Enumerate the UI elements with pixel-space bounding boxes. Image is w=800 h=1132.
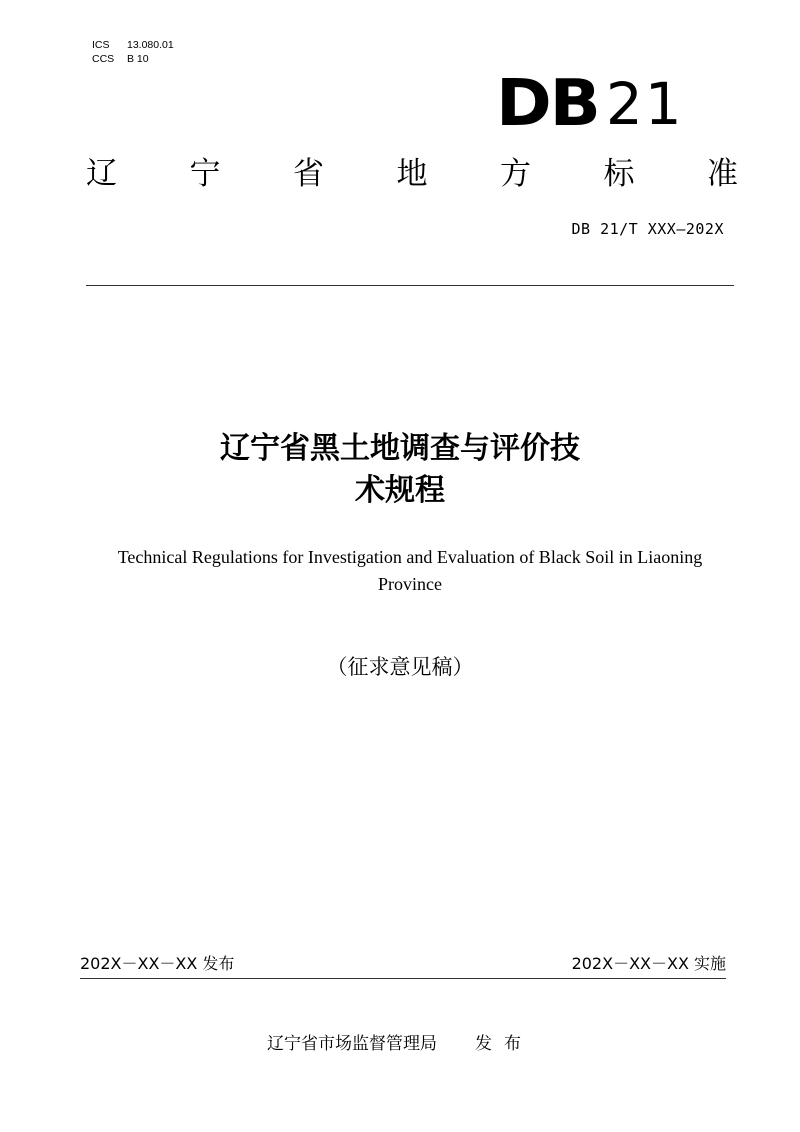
ccs-value: B 10: [127, 53, 149, 65]
publish-date: 202X－XX－XX 发布: [80, 954, 235, 973]
top-divider: [86, 285, 734, 286]
issuer-action: 发布: [475, 1034, 533, 1054]
bottom-divider: [80, 978, 726, 979]
issuer-name: 辽宁省市场监督管理局: [267, 1034, 437, 1054]
implement-date: 202X－XX－XX 实施: [571, 954, 726, 973]
logo-prefix: DB: [496, 67, 599, 141]
standard-type-char: 方: [500, 156, 531, 192]
standard-type-char: 准: [707, 156, 738, 192]
standard-code: DB 21/T XXX—202X: [571, 220, 724, 238]
ics-label: ICS: [92, 39, 110, 51]
document-title-cn: [0, 428, 800, 512]
classification-codes: [92, 38, 174, 66]
standard-type-char: 地: [396, 156, 428, 192]
draft-status: （征求意见稿）: [326, 655, 474, 679]
standard-logo: [496, 67, 684, 141]
standard-type-char: 省: [293, 156, 324, 192]
standard-type-char: 宁: [189, 156, 221, 192]
ccs-label: CCS: [92, 53, 115, 65]
standard-type-char: 标: [603, 156, 635, 192]
standard-type-heading: [86, 152, 738, 196]
title-cn-line-2: 术规程: [355, 473, 445, 508]
document-title-en: Technical Regulations for Investigation and Evaluation of Black Soil in Liaoning Province: [117, 547, 703, 594]
standard-type-char: 辽: [86, 156, 117, 192]
ics-value: 13.080.01: [127, 39, 174, 51]
issuing-authority: [0, 1031, 800, 1057]
logo-number: 21: [605, 70, 684, 138]
title-cn-line-1: 辽宁省黑土地调查与评价技: [220, 431, 580, 466]
